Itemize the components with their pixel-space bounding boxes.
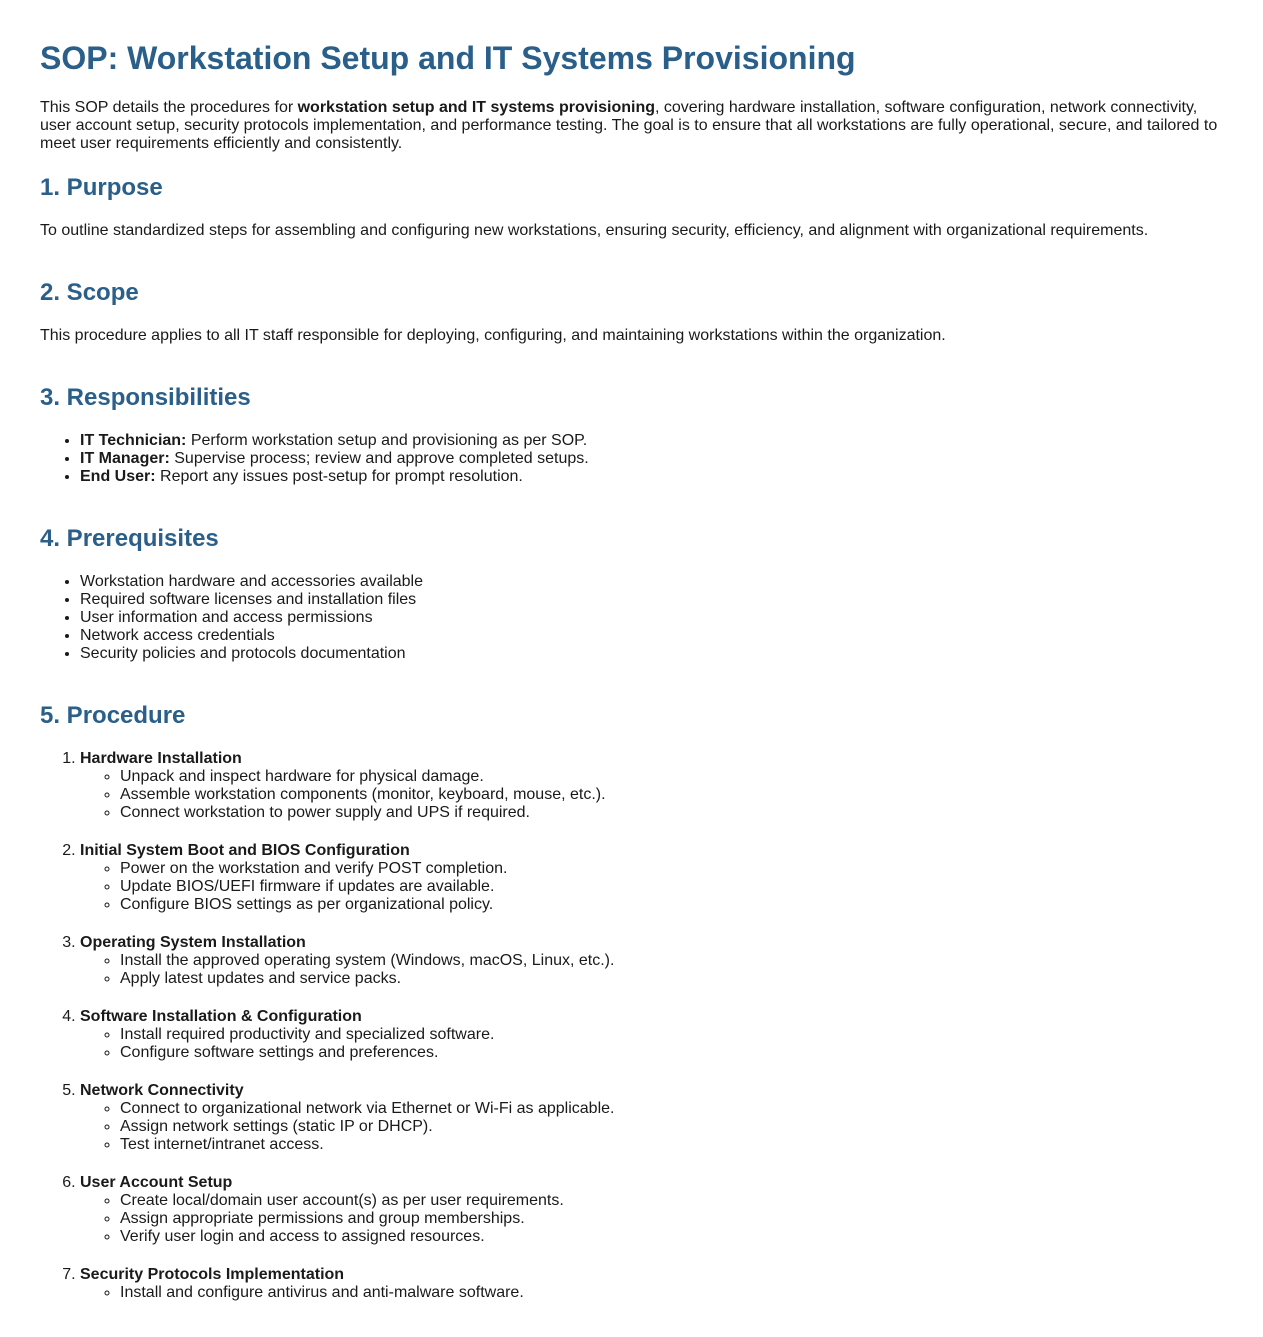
role-description: Report any issues post-setup for prompt resolution. (155, 468, 523, 485)
step-substeps (80, 768, 1223, 822)
list-item: ◦ Install required productivity and specialized software. (120, 1026, 1223, 1044)
list-item: ◦ Create local/domain user account(s) as per user requirements. (120, 1192, 1223, 1210)
list-item: ◦ Install and configure antivirus and anti-malware software. (120, 1284, 1223, 1302)
list-item: ◦ Assign appropriate permissions and group memberships. (120, 1210, 1223, 1228)
list-item: ◦ Apply latest updates and service packs. (120, 970, 1223, 988)
procedure-step (80, 1082, 1223, 1154)
list-item: • User information and access permissions (80, 609, 1223, 627)
step-title: Network Connectivity (80, 1082, 244, 1099)
list-item: ◦ Verify user login and access to assigned resources. (120, 1228, 1223, 1246)
procedure-step (80, 1174, 1223, 1246)
procedure-step (80, 750, 1223, 822)
list-item: • Required software licenses and installation files (80, 591, 1223, 609)
step-title: Initial System Boot and BIOS Configuration (80, 842, 410, 859)
list-item: ◦ Update BIOS/UEFI firmware if updates are available. (120, 878, 1223, 896)
step-substeps (80, 1026, 1223, 1062)
role-description: Supervise process; review and approve completed setups. (169, 450, 589, 467)
role-label: IT Technician: (80, 432, 187, 449)
procedure-heading: 5. Procedure (40, 702, 186, 729)
list-item (80, 432, 1223, 450)
purpose-heading: 1. Purpose (40, 174, 163, 201)
list-item: ◦ Connect workstation to power supply and UPS if required. (120, 804, 1223, 822)
step-title: Security Protocols Implementation (80, 1266, 345, 1283)
list-item: ◦ Configure BIOS settings as per organizational policy. (120, 896, 1223, 914)
scope-text: This procedure applies to all IT staff responsible for deploying, configuring, and maintaining workstations within the organization. (40, 327, 946, 344)
list-item: ◦ Install the approved operating system (Windows, macOS, Linux, etc.). (120, 952, 1223, 970)
intro-text-end: , covering hardware installation, software configuration, network connectivity, user account setup, security protocols implementation, and performance testing. The goal is to ensure that all workstations are fully operational, secure, and tailored to meet user requirements efficiently and consistently. (40, 99, 1218, 152)
step-substeps (80, 860, 1223, 914)
intro-paragraph (40, 99, 1223, 153)
step-title: Hardware Installation (80, 750, 242, 767)
role-label: End User: (80, 468, 156, 485)
step-substeps (80, 1100, 1223, 1154)
list-item: ◦ Configure software settings and preferences. (120, 1044, 1223, 1062)
list-item: ◦ Test internet/intranet access. (120, 1136, 1223, 1154)
page-title: SOP: Workstation Setup and IT Systems Provisioning (40, 40, 856, 76)
scope-heading: 2. Scope (40, 279, 139, 306)
role-description: Perform workstation setup and provisioning as per SOP. (186, 432, 588, 449)
list-item: • Security policies and protocols documentation (80, 645, 1223, 663)
list-item: ◦ Unpack and inspect hardware for physical damage. (120, 768, 1223, 786)
step-title: User Account Setup (80, 1174, 233, 1191)
list-item (80, 450, 1223, 468)
prerequisites-heading: 4. Prerequisites (40, 525, 219, 552)
procedure-step (80, 842, 1223, 914)
step-substeps (80, 1284, 1223, 1302)
procedure-step (80, 1008, 1223, 1062)
list-item: • Network access credentials (80, 627, 1223, 645)
intro-bold-text: workstation setup and IT systems provisioning (297, 99, 656, 116)
list-item: • Workstation hardware and accessories available (80, 573, 1223, 591)
list-item: ◦ Connect to organizational network via Ethernet or Wi-Fi as applicable. (120, 1100, 1223, 1118)
list-item: ◦ Power on the workstation and verify POST completion. (120, 860, 1223, 878)
responsibilities-list (40, 432, 1223, 486)
step-substeps (80, 952, 1223, 988)
responsibilities-heading: 3. Responsibilities (40, 384, 251, 411)
prerequisites-list (40, 573, 1223, 663)
list-item: ◦ Assemble workstation components (monitor, keyboard, mouse, etc.). (120, 786, 1223, 804)
purpose-text: To outline standardized steps for assembling and configuring new workstations, ensuring security, efficiency, and alignment with organizational requirements. (40, 222, 1149, 239)
step-title: Software Installation & Configuration (80, 1008, 362, 1025)
procedure-step (80, 1266, 1223, 1302)
procedure-step (80, 934, 1223, 988)
list-item: ◦ Assign network settings (static IP or DHCP). (120, 1118, 1223, 1136)
intro-text-start: This SOP details the procedures for (40, 99, 298, 116)
role-label: IT Manager: (80, 450, 170, 467)
step-title: Operating System Installation (80, 934, 306, 951)
procedure-steps (40, 750, 1223, 1302)
list-item (80, 468, 1223, 486)
step-substeps (80, 1192, 1223, 1246)
